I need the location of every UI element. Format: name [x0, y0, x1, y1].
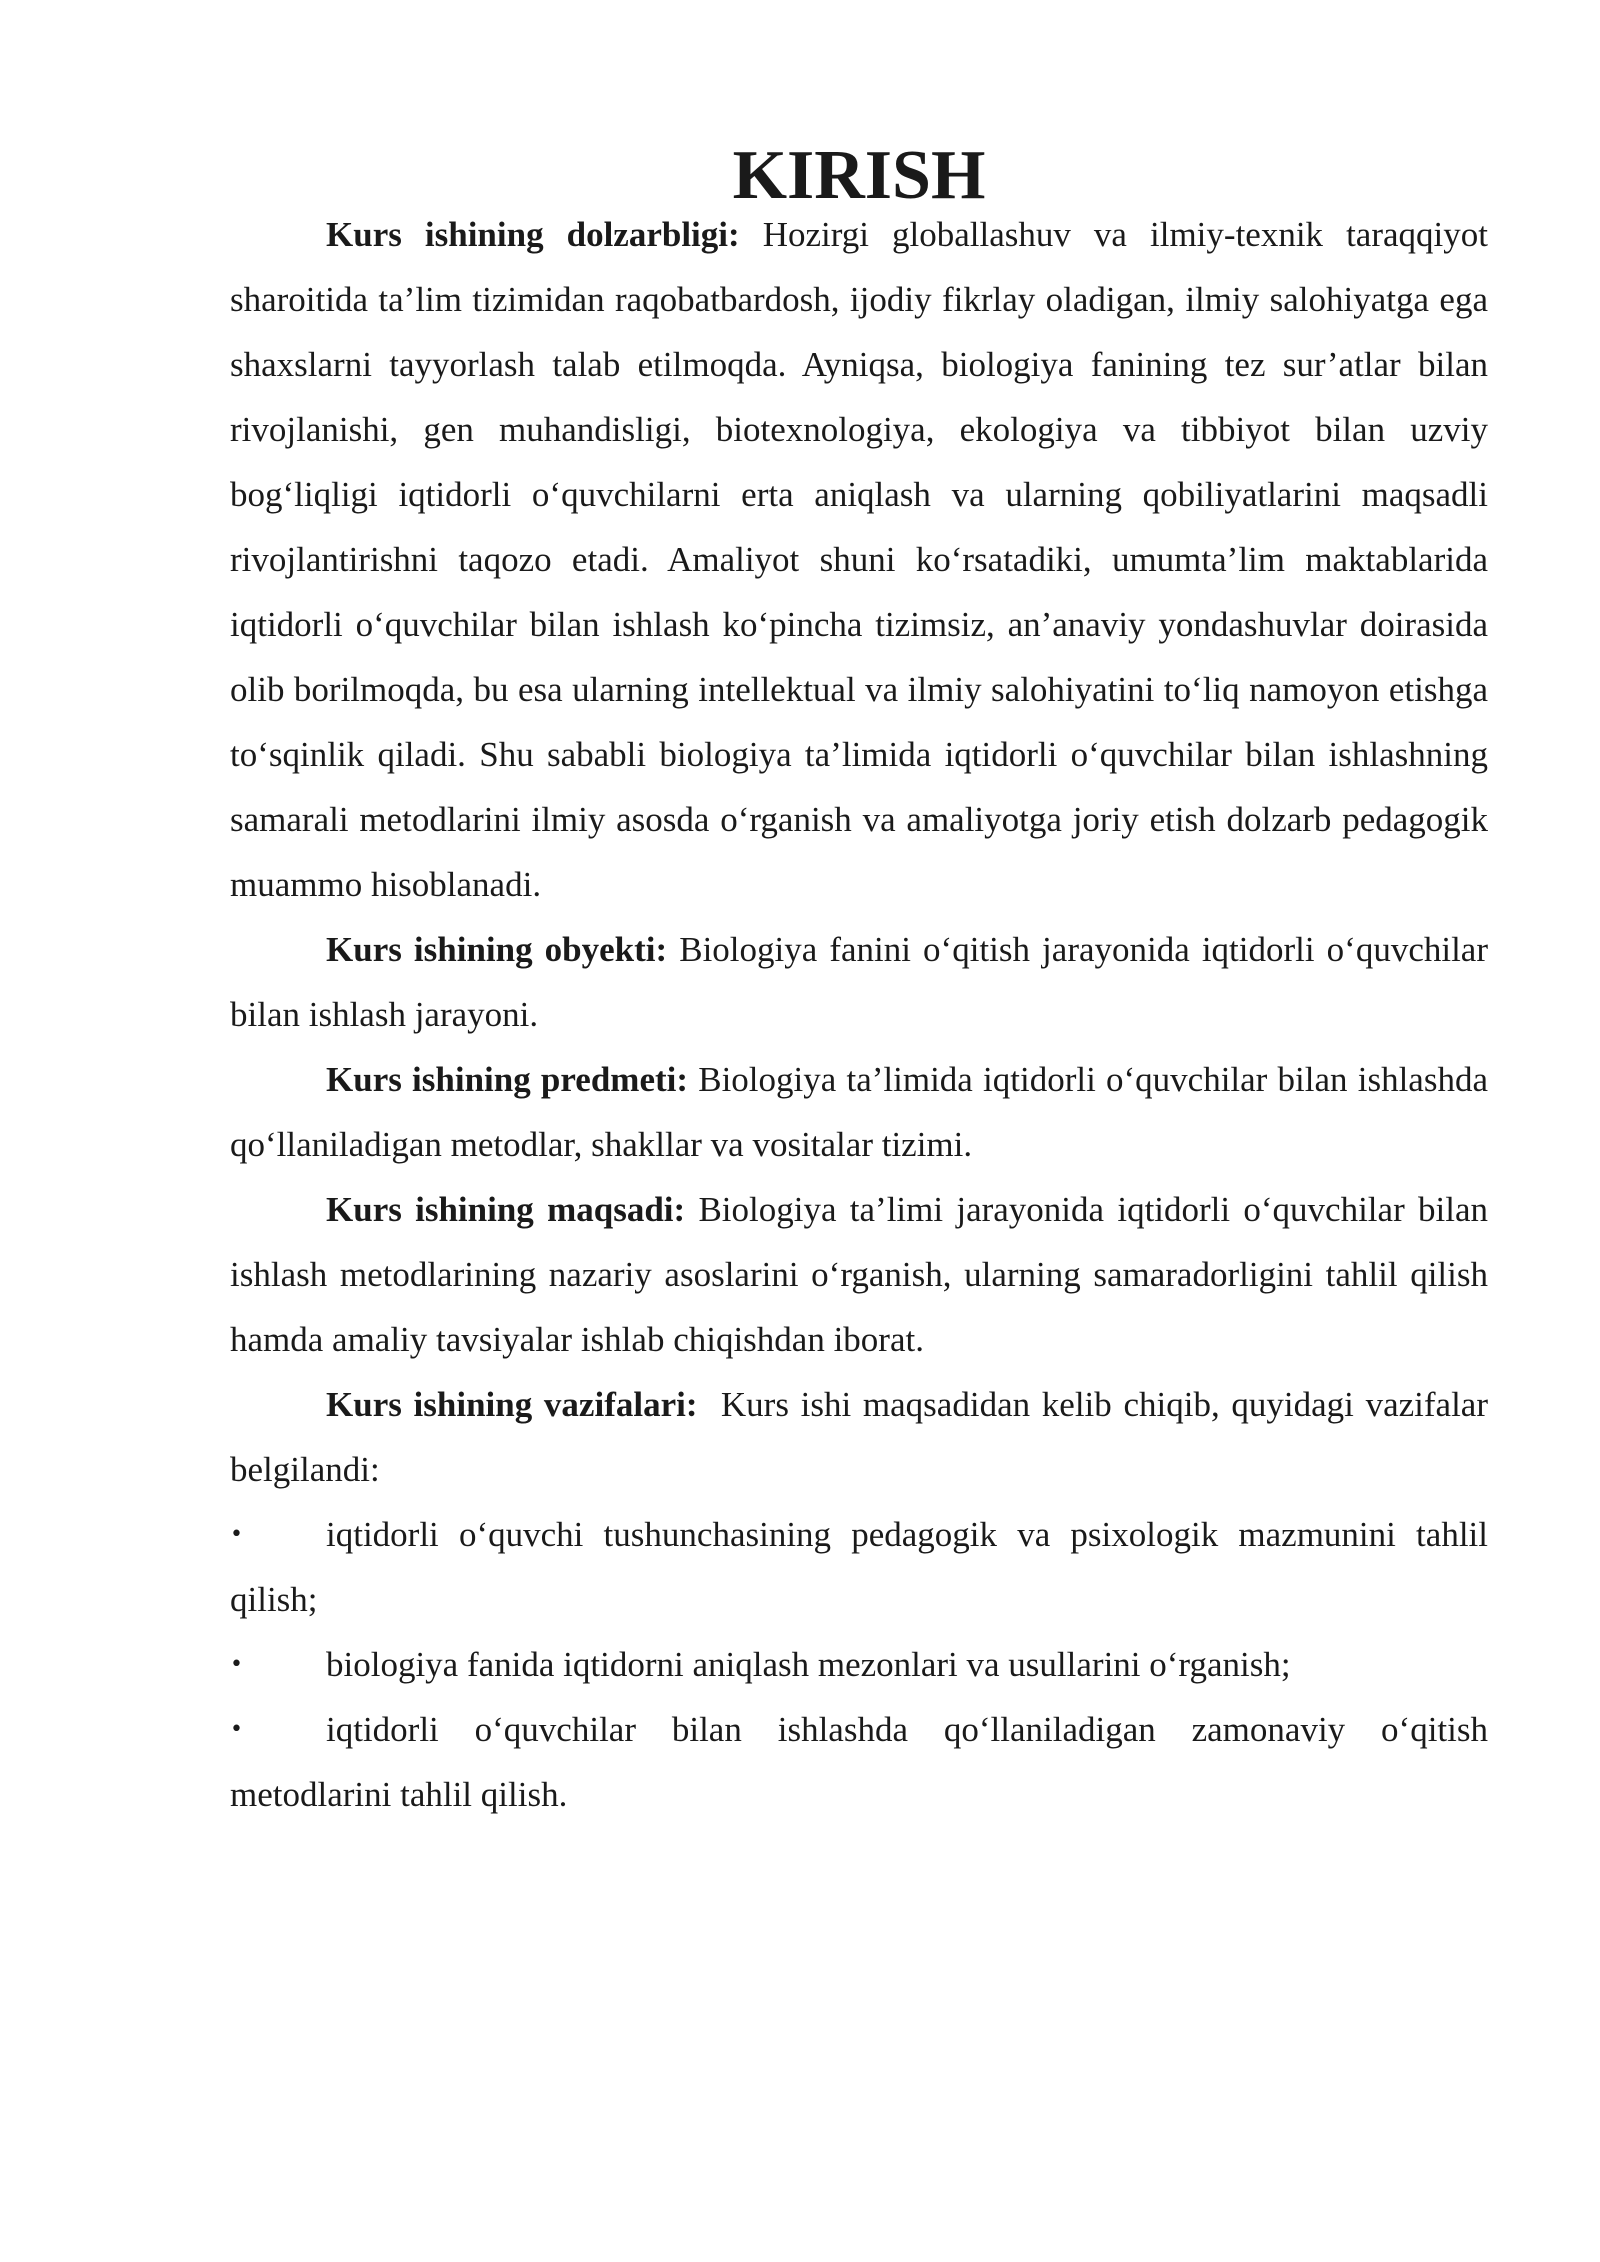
bullet-icon: •: [230, 1652, 243, 1677]
section-label: Kurs ishining vazifalari:: [326, 1385, 698, 1424]
section-label: Kurs ishining obyekti:: [326, 930, 668, 969]
list-item-text: iqtidorli o‘quvchilar bilan ishlashda qo‘llaniladigan zamonaviy o‘qitish metodlarini tahlil qilish.: [230, 1710, 1488, 1814]
list-item: [230, 1502, 1488, 1632]
bullet-icon: •: [230, 1717, 243, 1742]
section-text: Kurs ishi maqsadidan kelib chiqib, quyidagi vazifalar belgilandi:: [230, 1385, 1497, 1489]
section-relevance: [230, 202, 1488, 917]
section-label: Kurs ishining maqsadi:: [326, 1190, 686, 1229]
section-label: Kurs ishining dolzarbligi:: [326, 215, 740, 254]
bullet-icon: •: [230, 1522, 243, 1547]
section-text: Biologiya ta’limi jarayonida iqtidorli o‘quvchilar bilan ishlash metodlarining nazariy asoslarini o‘rganish, ularning samaradorligini tahlil qilish hamda amaliy tavsiyalar ishlab chiqishdan iborat.: [230, 1190, 1488, 1359]
list-item: [230, 1697, 1488, 1827]
document-page: [230, 137, 1497, 1827]
page-title: KIRISH: [732, 137, 986, 214]
section-text: Biologiya fanini o‘qitish jarayonida iqtidorli o‘quvchilar bilan ishlash jarayoni.: [230, 930, 1488, 1034]
section-text: Biologiya ta’limida iqtidorli o‘quvchilar bilan ishlashda qo‘llaniladigan metodlar, shakllar va vositalar tizimi.: [230, 1060, 1488, 1164]
section-tasks: [230, 1372, 1497, 1502]
list-item: [230, 1632, 1488, 1697]
list-item-text: iqtidorli o‘quvchi tushunchasining pedagogik va psixologik mazmunini tahlil qilish;: [230, 1515, 1488, 1619]
section-label: Kurs ishining predmeti:: [326, 1060, 689, 1099]
section-object: [230, 917, 1488, 1047]
section-subject: [230, 1047, 1488, 1177]
list-item-text: biologiya fanida iqtidorni aniqlash mezonlari va usullarini o‘rganish;: [326, 1645, 1291, 1684]
section-text: Hozirgi globallashuv va ilmiy-texnik taraqqiyot sharoitida ta’lim tizimidan raqobatbardosh, ijodiy fikrlay oladigan, ilmiy salohiyatga ega shaxslarni tayyorlash talab etilmoqda. Ayniqsa, biologiya fanining tez sur’atlar bilan rivojlanishi, gen muhandisligi, biotexnologiya, ekologiya va tibbiyot bilan uzviy bog‘liqligi iqtidorli o‘quvchilarni erta aniqlash va ularning qobiliyatlarini maqsadli rivojlantirishni taqozo etadi. Amaliyot shuni ko‘rsatadiki, umumta’lim maktablarida iqtidorli o‘quvchilar bilan ishlash ko‘pincha tizimsiz, an’anaviy yondashuvlar doirasida olib borilmoqda, bu esa ularning intellektual va ilmiy salohiyatini to‘liq namoyon etishga to‘sqinlik qiladi. Shu sababli biologiya ta’limida iqtidorli o‘quvchilar bilan ishlashning samarali metodlarini ilmiy asosda o‘rganish va amaliyotga joriy etish dolzarb pedagogik muammo hisoblanadi.: [230, 215, 1488, 904]
section-goal: [230, 1177, 1488, 1372]
